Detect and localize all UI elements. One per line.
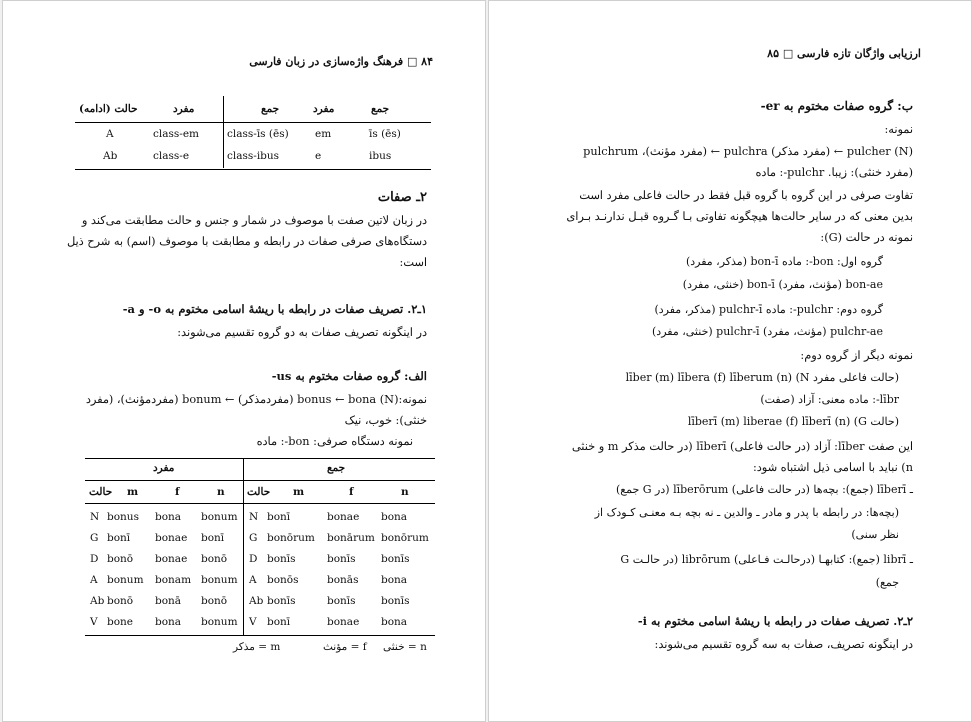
table-cell: bonī [201,532,225,544]
table-header: جمع [261,103,280,115]
table-rule [85,480,435,481]
example-line: (N) pulcher ← (مفرد مذکر) pulchra ← (مفرد مؤنث)، pulchrum [583,145,913,158]
paragraph-line: تفاوت صرفی در این گروه با گروه قبل فقط در حالت فاعلی مفرد است [579,189,913,202]
bullet-line: نظر سنی) [851,528,899,541]
table-cell: bonum [201,574,238,586]
table-cell: bonae [155,553,188,565]
group-header-singular: مفرد [153,462,175,474]
bullet-line: جمع) [875,576,899,589]
paragraph-line: دستگاه‌های صرفی صفات در رابطه و مطابقت با موصوف (اسم) به شرح ذیل [66,235,427,248]
subsection-title: ۱ـ۲. تصریف صفات در رابطه با ریشهٔ اسامی مختوم به ‎-o‎ و ‎-a [122,302,427,316]
bullet-line: ـ līberī (جمع): بچه‌ها (در حالت فاعلی) līberōrum (در G جمع) [615,483,913,496]
table-cell: bonōrum [381,532,429,544]
other-example-title: نمونه دیگر از گروه دوم: [800,349,913,362]
table-cell: G [249,532,258,544]
table-cell: bonō [107,553,134,565]
table-cell: bonīs [327,595,356,607]
table-rule [85,503,435,504]
paragraph-line: است: [399,256,427,269]
table-rule [85,635,435,636]
note-line: n) نباید با اسامی ذیل اشتباه شود: [752,461,913,474]
table-cell: bonō [107,595,134,607]
table-cell: e [315,150,322,162]
paragraph-line: بدین معنی که در سایر حالت‌ها هیچگونه تفاوتی بـا گـروه قبـل ندارنـد بـرای [566,210,913,223]
table-divider [243,458,244,636]
label-example: نمونه: [884,123,913,136]
table-cell: bonīs [267,595,296,607]
table-cell: bonī [267,616,291,628]
legend-m: m = مذکر [233,641,281,653]
col-header: f [349,486,354,498]
table-cell: N [90,511,100,523]
table-cell: bona [155,616,182,628]
table-rule [85,458,435,459]
section2-para: در اینگونه تصریف، صفات به سه گروه تقسیم می‌شوند: [654,638,913,651]
col-header: f [175,486,180,498]
table-cell: bonum [201,616,238,628]
page-header: ارزیابی واژگان تازه فارسی □ ۸۵ [767,47,921,60]
table-cell: bona [155,511,182,523]
group-header-plural: جمع [327,462,346,474]
right-page [488,0,972,722]
table-cell: bona [381,574,408,586]
example-line: (مفرد خنثی): زیبا. ‎-pulchr‎: ماده [755,166,913,179]
example-line: خنثی): خوب، نیک [344,414,427,427]
other-line: (حالت G) līberī (m) liberae (f) līberī (n) [687,415,899,428]
table-cell: bonae [327,511,360,523]
table-cell: bonum [107,574,144,586]
table-cell: V [249,616,257,628]
table-cell: bonam [155,574,192,586]
table-cell: class-ibus [227,150,280,162]
table-cell: D [90,553,99,565]
col-header: m [127,486,139,498]
table-cell: bonī [267,511,291,523]
table-cell: bone [107,616,134,628]
col-header: n [401,486,409,498]
legend-f: f = مؤنث [323,641,367,653]
table-cell: class-e [153,150,190,162]
table-rule [75,122,431,123]
table-cell: ibus [369,150,392,162]
group1-line: گروه اول: ‎-bon‎: ماده bon-ī (مذکر، مفرد) [685,255,883,268]
table-cell: Ab [103,150,118,162]
table-cell: bonās [327,574,359,586]
table-cell: bonārum [327,532,375,544]
table-cell: bonum [201,511,238,523]
group2-line: گروه دوم: ‎-pulchr‎: ماده pulchr-ī (مذکر، مفرد) [654,303,883,316]
col-header: حالت [247,486,271,498]
table-cell: A [90,574,98,586]
paragraph-line: در زبان لاتین صفت با موصوف در شمار و جنس و حالت مطابقت می‌کند و [81,214,427,227]
legend-n: n = خنثی [383,641,427,653]
note-line: این صفت līber: آزاد (در حالت فاعلی) līberī (در حالت مذکر m و خنثی [571,440,913,453]
table-cell: class-īs (ēs) [227,128,289,140]
col-header: حالت [89,486,113,498]
table-cell: N [249,511,259,523]
table-cell: D [249,553,258,565]
table-cell: bonōs [267,574,299,586]
col-header: m [293,486,305,498]
col-header: n [217,486,225,498]
table-cell: bona [381,511,408,523]
stem-line: نمونه دستگاه صرفی: ‎-bon‎: ماده [256,435,413,448]
table-cell: bonā [155,595,182,607]
table-cell: bona [381,616,408,628]
paragraph-line: در اینگونه تصریف صفات به دو گروه تقسیم می‌شوند: [177,326,427,339]
other-line: (حالت فاعلی مفرد N) līber (m) lībera (f) līberum (n) [625,371,899,384]
paragraph-line: نمونه در حالت (G): [820,231,913,244]
table-cell: īs (ēs) [369,128,401,140]
table-cell: bonae [155,532,188,544]
bullet-line: (بچه‌ها: در رابطه با پدر و مادر ـ والدین ـ نه بچه بـه معنـی کـودک از [594,506,899,519]
section-title: ب: گروه صفات مختوم به ‎-er [760,99,913,113]
table-cell: bonus [107,511,139,523]
other-line: ‎-lībr‎: ماده معنی: آزاد (صفت) [760,393,899,406]
table-cell: bonōrum [267,532,315,544]
table-cell: bonīs [381,595,410,607]
group1-line: bon-ae (مؤنث، مفرد) bon-ī (خنثی، مفرد) [682,278,883,291]
table-cell: bonīs [327,553,356,565]
table-cell: bonī [107,532,131,544]
table-cell: bonae [327,616,360,628]
section2-title: ۲ـ۲. تصریف صفات در رابطه با ریشهٔ اسامی مختوم به ‎-i [637,614,913,628]
table-cell: V [90,616,98,628]
section-title: ۲ـ صفات [377,190,427,205]
table-cell: em [315,128,332,140]
bullet-line: ـ librī (جمع): کتابهـا (درحالـت فـاعلی) librōrum (در حالـت G [620,553,913,566]
left-page [2,0,486,722]
table-header: مفرد [173,103,195,115]
table-cell: G [90,532,99,544]
table-cell: Ab [249,595,264,607]
table-cell: bonō [201,595,228,607]
table-cell: A [249,574,257,586]
table-cell: A [106,128,114,140]
group-title: الف: گروه صفات مختوم به ‎-us [271,369,427,383]
example-line: نمونه:(N) bonus ← bona (مفردمذکر) ← bonum (مفردمؤنث)، (مفرد [85,393,427,406]
table-header: جمع [371,103,390,115]
table-cell: bonīs [381,553,410,565]
table-rule [75,169,431,170]
table-header: حالت (ادامه) [79,103,138,115]
page-header: ۸۴ □ فرهنگ واژه‌سازی در زبان فارسی [249,55,433,68]
group2-line: pulchr-ae (مؤنث، مفرد) pulchr-ī (خنثی، مفرد) [652,325,883,338]
table-cell: bonō [201,553,228,565]
table-cell: class-em [153,128,199,140]
table-header: مفرد [313,103,335,115]
table-cell: bonīs [267,553,296,565]
table-cell: Ab [90,595,105,607]
table-divider [223,96,224,168]
